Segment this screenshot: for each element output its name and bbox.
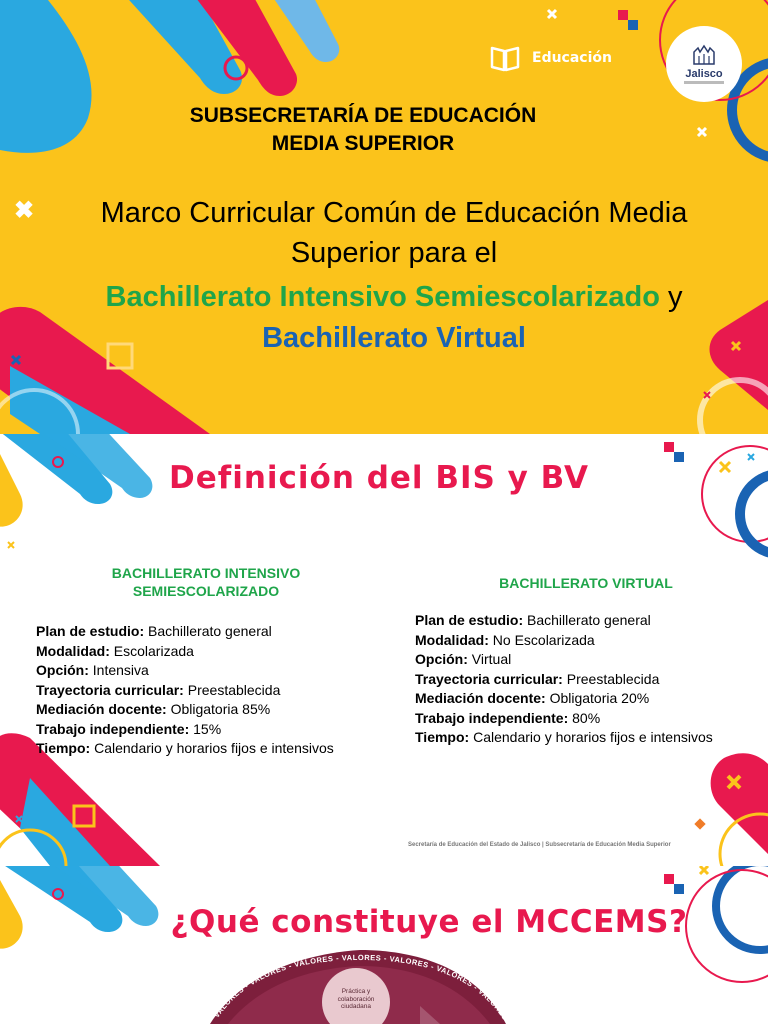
bv-heading: BACHILLERATO VIRTUAL bbox=[499, 575, 673, 591]
bis-title: Bachillerato Intensivo Semiescolarizado bbox=[105, 281, 660, 313]
list-item: Trabajo independiente: 80% bbox=[415, 709, 601, 726]
list-item: Modalidad: Escolarizada bbox=[36, 642, 194, 659]
jalisco-seal bbox=[666, 26, 742, 102]
slide-footer: Secretaría de Educación del Estado de Jalisco | Subsecretaría de Educación Media Superior bbox=[408, 842, 671, 848]
title-line-2: Superior para el bbox=[290, 237, 498, 269]
list-item: Tiempo: Calendario y horarios fijos e intensivos bbox=[415, 729, 713, 745]
list-item: Plan de estudio: Bachillerato general bbox=[36, 623, 272, 639]
list-item: Trayectoria curricular: Preestablecida bbox=[415, 670, 660, 687]
center-circle-text: Práctica y colaboración ciudadana bbox=[337, 988, 375, 1010]
seal-label: Jalisco bbox=[685, 68, 723, 80]
heading-line-1: SUBSECRETARÍA DE EDUCACIÓN bbox=[189, 104, 537, 127]
heading-line-2: MEDIA SUPERIOR bbox=[271, 132, 455, 155]
list-item: Trabajo independiente: 15% bbox=[36, 720, 222, 737]
close-mark-icon: ✖ bbox=[14, 197, 35, 224]
list-item: Plan de estudio: Bachillerato general bbox=[415, 612, 651, 628]
education-brand bbox=[490, 44, 612, 72]
bv-list bbox=[415, 611, 765, 748]
subsecretaria-heading bbox=[0, 102, 726, 158]
title-line-1: Marco Curricular Común de Educación Media bbox=[100, 197, 688, 229]
list-item: Mediación docente: Obligatoria 85% bbox=[36, 701, 271, 717]
list-item: Opción: Virtual bbox=[415, 651, 512, 667]
bis-heading bbox=[72, 564, 340, 600]
list-item: Tiempo: Calendario y horarios fijos e intensivos bbox=[36, 740, 334, 756]
definition-title: Definición del BIS y BV bbox=[168, 460, 589, 496]
mccems-slide bbox=[0, 866, 768, 1024]
list-item: Mediación docente: Obligatoria 20% bbox=[415, 690, 650, 706]
bv-title: Bachillerato Virtual bbox=[262, 322, 526, 354]
book-icon bbox=[490, 44, 520, 72]
education-label: Educación bbox=[532, 50, 612, 66]
bis-list bbox=[36, 622, 396, 759]
valores-ring-text: VALORES - VALORES - VALORES - VALORES - VALORES - VALORES - VALORES bbox=[211, 952, 510, 1022]
cover-title bbox=[20, 193, 768, 273]
list-item: Modalidad: No Escolarizada bbox=[415, 631, 595, 648]
definition-slide bbox=[0, 434, 768, 866]
cover-slide bbox=[0, 0, 768, 434]
list-item: Trayectoria curricular: Preestablecida bbox=[36, 681, 281, 698]
coat-of-arms-icon bbox=[690, 44, 718, 66]
seal-subtext bbox=[684, 81, 724, 84]
bis-heading-line-2: SEMIESCOLARIZADO bbox=[132, 583, 280, 599]
bis-heading-line-1: BACHILLERATO INTENSIVO bbox=[111, 565, 301, 581]
list-item: Opción: Intensiva bbox=[36, 662, 149, 678]
title-and: y bbox=[659, 281, 683, 313]
cover-title-green bbox=[20, 277, 768, 317]
mccems-title: ¿Qué constituye el MCCEMS? bbox=[170, 904, 688, 940]
